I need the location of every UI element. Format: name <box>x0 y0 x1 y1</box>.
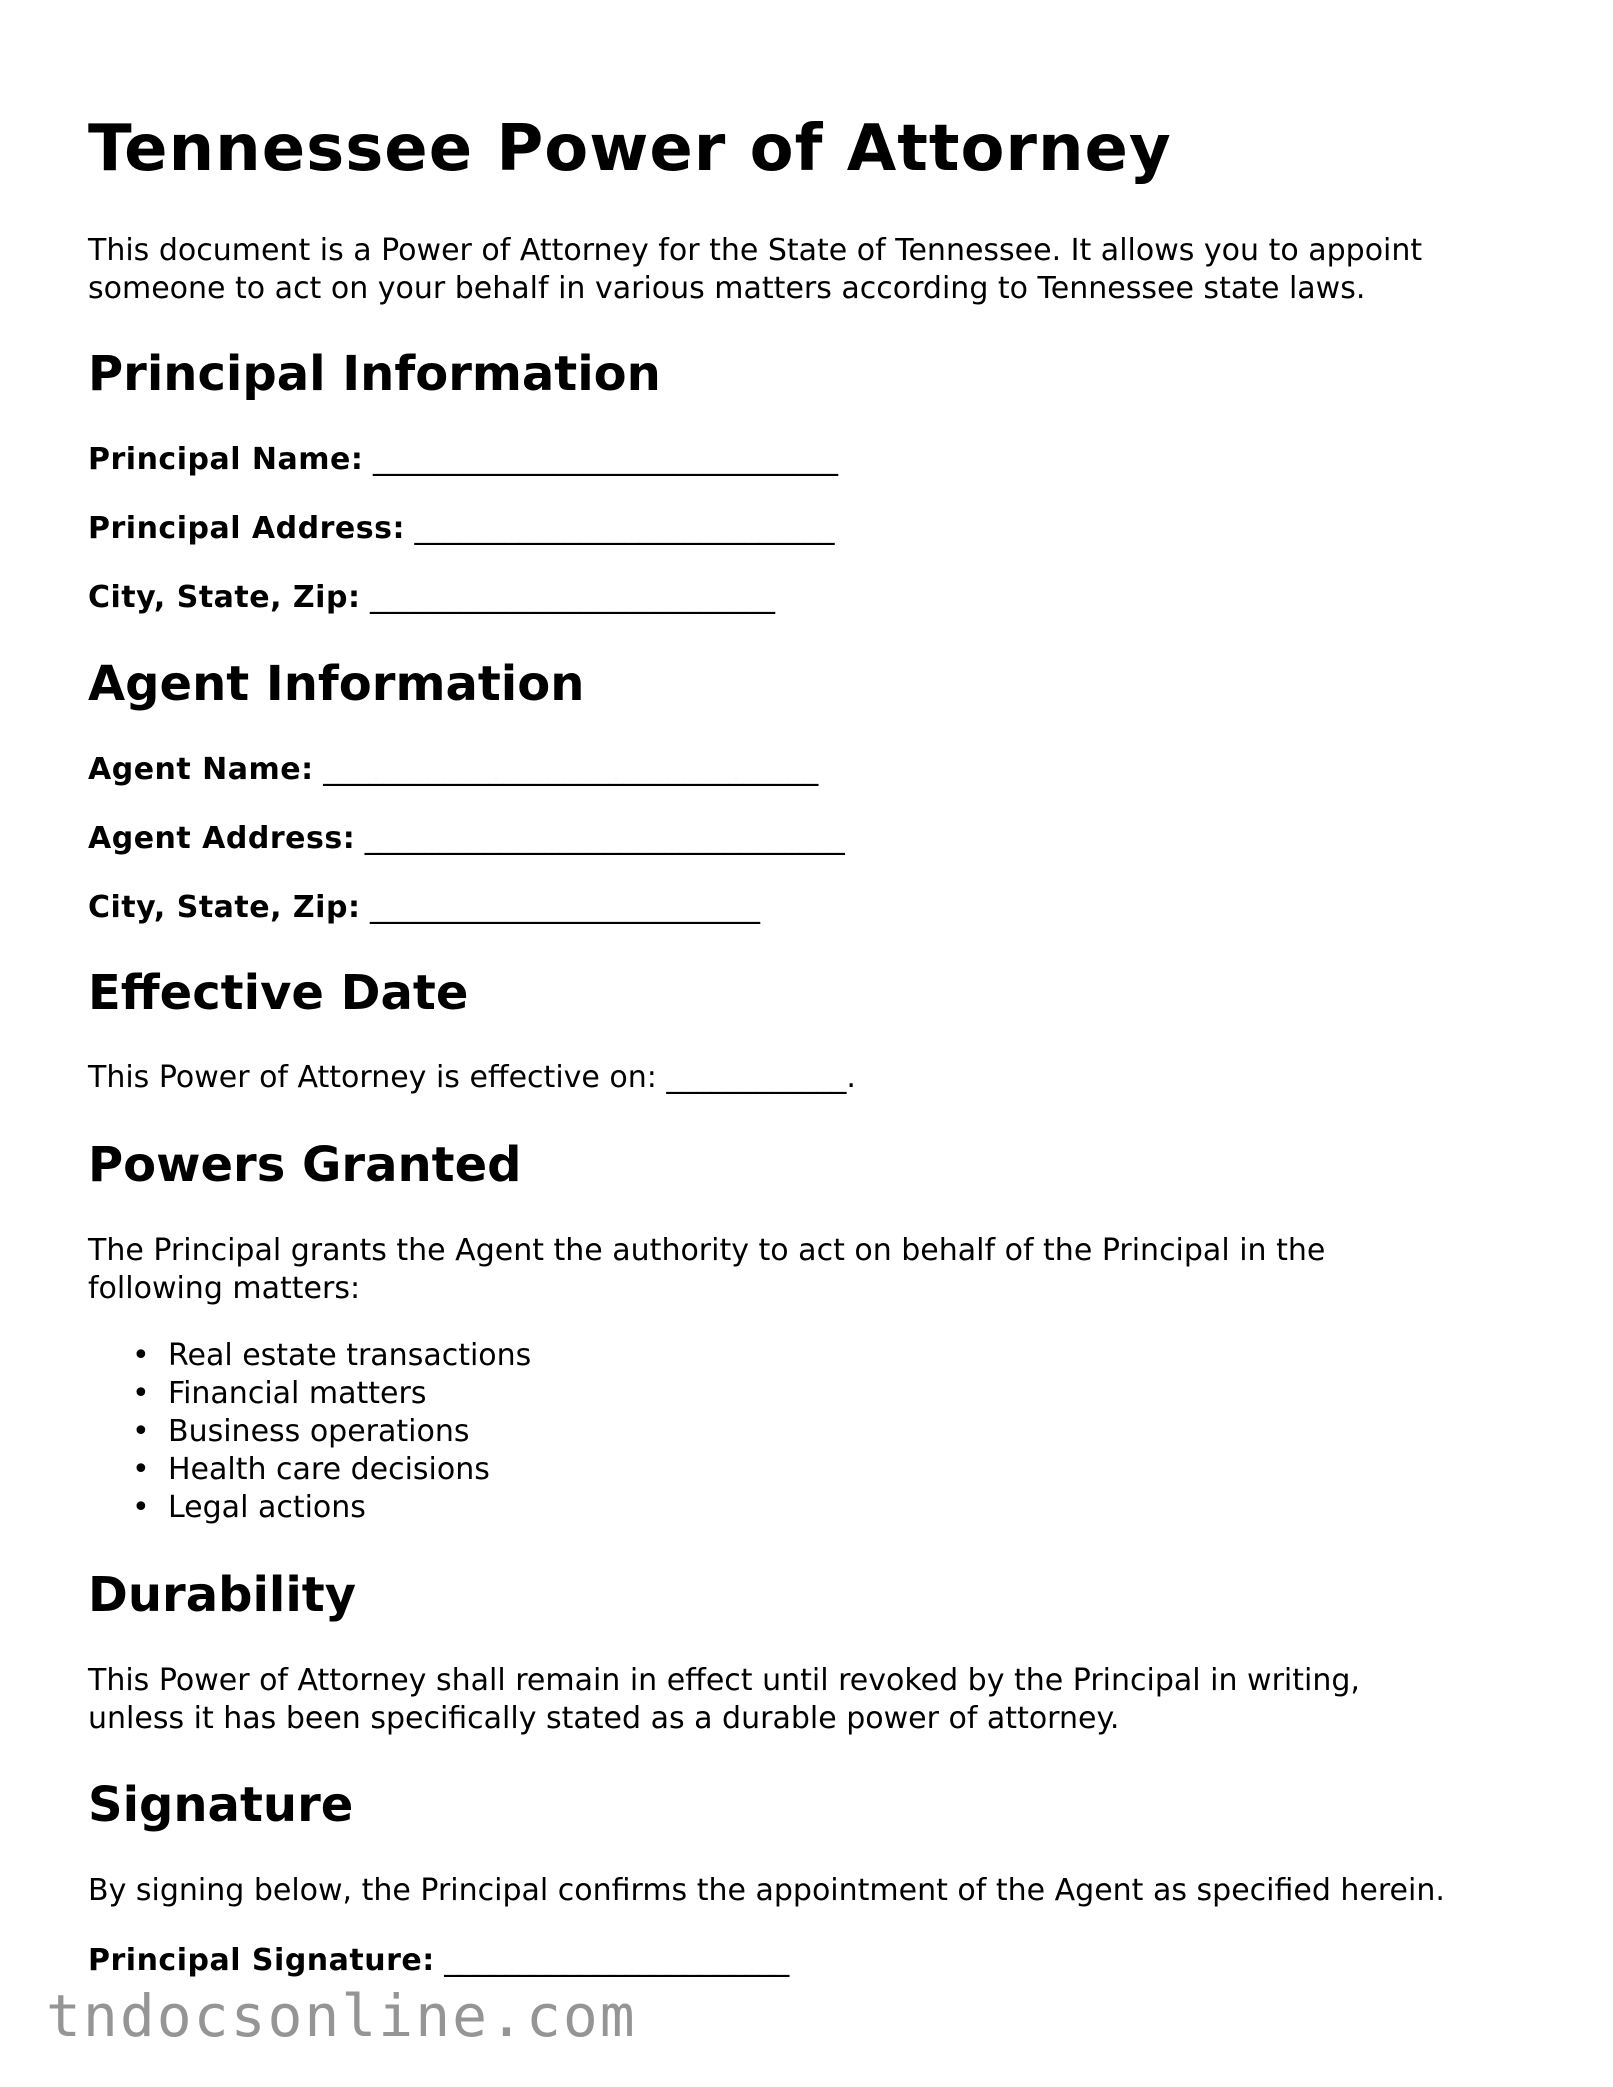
principal-city-field[interactable] <box>88 579 775 617</box>
intro-paragraph <box>88 232 1422 308</box>
durability-line-1: This Power of Attorney shall remain in effect until revoked by the Principal in writing, <box>88 1663 1360 1698</box>
principal-name-blank[interactable]: _______________________________ <box>372 442 838 477</box>
powers-list <box>88 1337 531 1527</box>
durability-line-2: unless it has been specifically stated as a durable power of attorney. <box>88 1701 1120 1736</box>
document-title: Tennessee Power of Attorney <box>88 112 1172 186</box>
watermark-text: tndocsonline.com <box>46 1982 637 2050</box>
agent-address-label: Agent Address: <box>88 821 356 856</box>
agent-name-blank[interactable]: _________________________________ <box>323 752 819 787</box>
principal-address-field[interactable] <box>88 510 835 548</box>
agent-name-field[interactable] <box>88 751 818 789</box>
principal-address-label: Principal Address: <box>88 511 405 546</box>
powers-heading: Powers Granted <box>88 1137 522 1193</box>
principal-signature-blank[interactable]: _______________________ <box>444 1943 790 1978</box>
durability-paragraph <box>88 1662 1360 1738</box>
effective-text: This Power of Attorney is effective on: ____________. <box>88 1060 856 1095</box>
principal-signature-field[interactable] <box>88 1942 789 1980</box>
principal-address-blank[interactable]: ____________________________ <box>414 511 835 546</box>
agent-city-label: City, State, Zip: <box>88 890 361 925</box>
agent-name-label: Agent Name: <box>88 752 314 787</box>
principal-city-blank[interactable]: ___________________________ <box>369 580 775 615</box>
principal-signature-label: Principal Signature: <box>88 1943 435 1978</box>
intro-line-1: This document is a Power of Attorney for the State of Tennessee. It allows you to appoint <box>88 233 1423 268</box>
effective-heading: Effective Date <box>88 965 469 1021</box>
list-item: • Business operations <box>88 1413 531 1451</box>
list-item: • Legal actions <box>88 1489 531 1527</box>
signature-text: By signing below, the Principal confirms the appointment of the Agent as specified herein. <box>88 1873 1445 1908</box>
principal-heading: Principal Information <box>88 346 661 402</box>
powers-line-1: The Principal grants the Agent the authority to act on behalf of the Principal in the <box>88 1233 1326 1268</box>
powers-line-2: following matters: <box>88 1271 361 1306</box>
powers-paragraph <box>88 1232 1325 1308</box>
agent-city-blank[interactable]: __________________________ <box>369 890 760 925</box>
list-item: • Real estate transactions <box>88 1337 531 1375</box>
durability-heading: Durability <box>88 1567 357 1623</box>
agent-address-field[interactable] <box>88 820 845 858</box>
list-item: • Financial matters <box>88 1375 531 1413</box>
agent-address-blank[interactable]: ________________________________ <box>364 821 845 856</box>
principal-name-label: Principal Name: <box>88 442 364 477</box>
signature-heading: Signature <box>88 1777 354 1833</box>
principal-city-label: City, State, Zip: <box>88 580 361 615</box>
list-item: • Health care decisions <box>88 1451 531 1489</box>
intro-line-2: someone to act on your behalf in various matters according to Tennessee state laws. <box>88 271 1366 306</box>
principal-name-field[interactable] <box>88 441 838 479</box>
agent-city-field[interactable] <box>88 889 760 927</box>
agent-heading: Agent Information <box>88 656 585 712</box>
